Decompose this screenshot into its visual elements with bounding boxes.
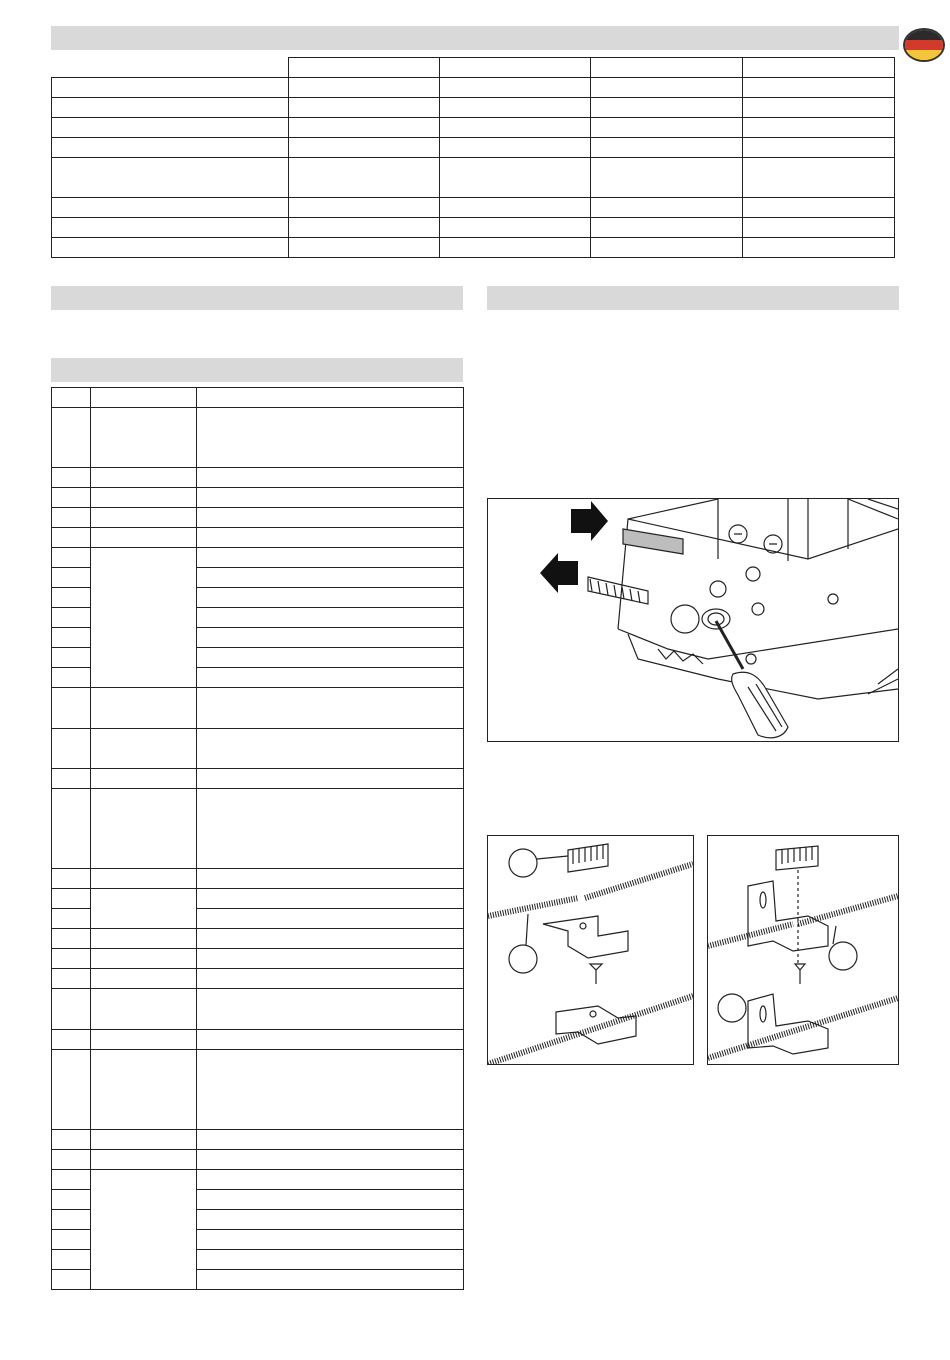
- table-row: [52, 548, 464, 568]
- table-row: [52, 1170, 464, 1190]
- screwdriver-icon: [716, 621, 788, 738]
- table-row: [52, 769, 464, 789]
- screw-icon: [590, 964, 602, 984]
- table-row: [52, 969, 464, 989]
- table-row: [52, 789, 464, 869]
- table-row: [52, 98, 895, 118]
- table-row: [52, 198, 895, 218]
- bracket-icon: [568, 844, 608, 872]
- table-row: [52, 408, 464, 468]
- table-row: [52, 1050, 464, 1130]
- table-row: [52, 528, 464, 548]
- table-row: [52, 118, 895, 138]
- table-row: [52, 388, 464, 408]
- figure-release-cover: [487, 498, 899, 742]
- table-row: [52, 78, 895, 98]
- belt-icon: [708, 896, 898, 1058]
- table-row: [52, 889, 464, 909]
- table-row: [52, 1150, 464, 1170]
- parts-list-table: [51, 387, 464, 1290]
- table-row: [52, 929, 464, 949]
- table-row: [52, 488, 464, 508]
- table-row: [52, 158, 895, 198]
- language-flag-icon: [903, 28, 945, 62]
- table-row: [52, 138, 895, 158]
- table-row: [52, 688, 464, 729]
- section-header-bar-parts: [51, 358, 463, 382]
- bracket-icon: [776, 846, 818, 870]
- arrow-right-icon: [571, 501, 608, 541]
- section-header-bar-left: [51, 286, 463, 310]
- table-row: [52, 869, 464, 889]
- section-header-bar-right: [487, 286, 899, 310]
- arrow-left-icon: [540, 553, 578, 593]
- specification-table: [51, 57, 895, 258]
- table-row: [52, 1030, 464, 1050]
- table-row: [52, 989, 464, 1030]
- table-row: [52, 729, 464, 769]
- table-row: [52, 218, 895, 238]
- table-row: [52, 468, 464, 488]
- table-row: [52, 1130, 464, 1150]
- screw-icon: [795, 964, 805, 984]
- table-row: [52, 949, 464, 969]
- table-row: [52, 58, 895, 78]
- figure-belt-bracket-right: [707, 835, 899, 1065]
- section-header-bar-top: [51, 26, 899, 50]
- table-row: [52, 508, 464, 528]
- table-row: [52, 238, 895, 258]
- figure-belt-bracket-left: [487, 835, 694, 1065]
